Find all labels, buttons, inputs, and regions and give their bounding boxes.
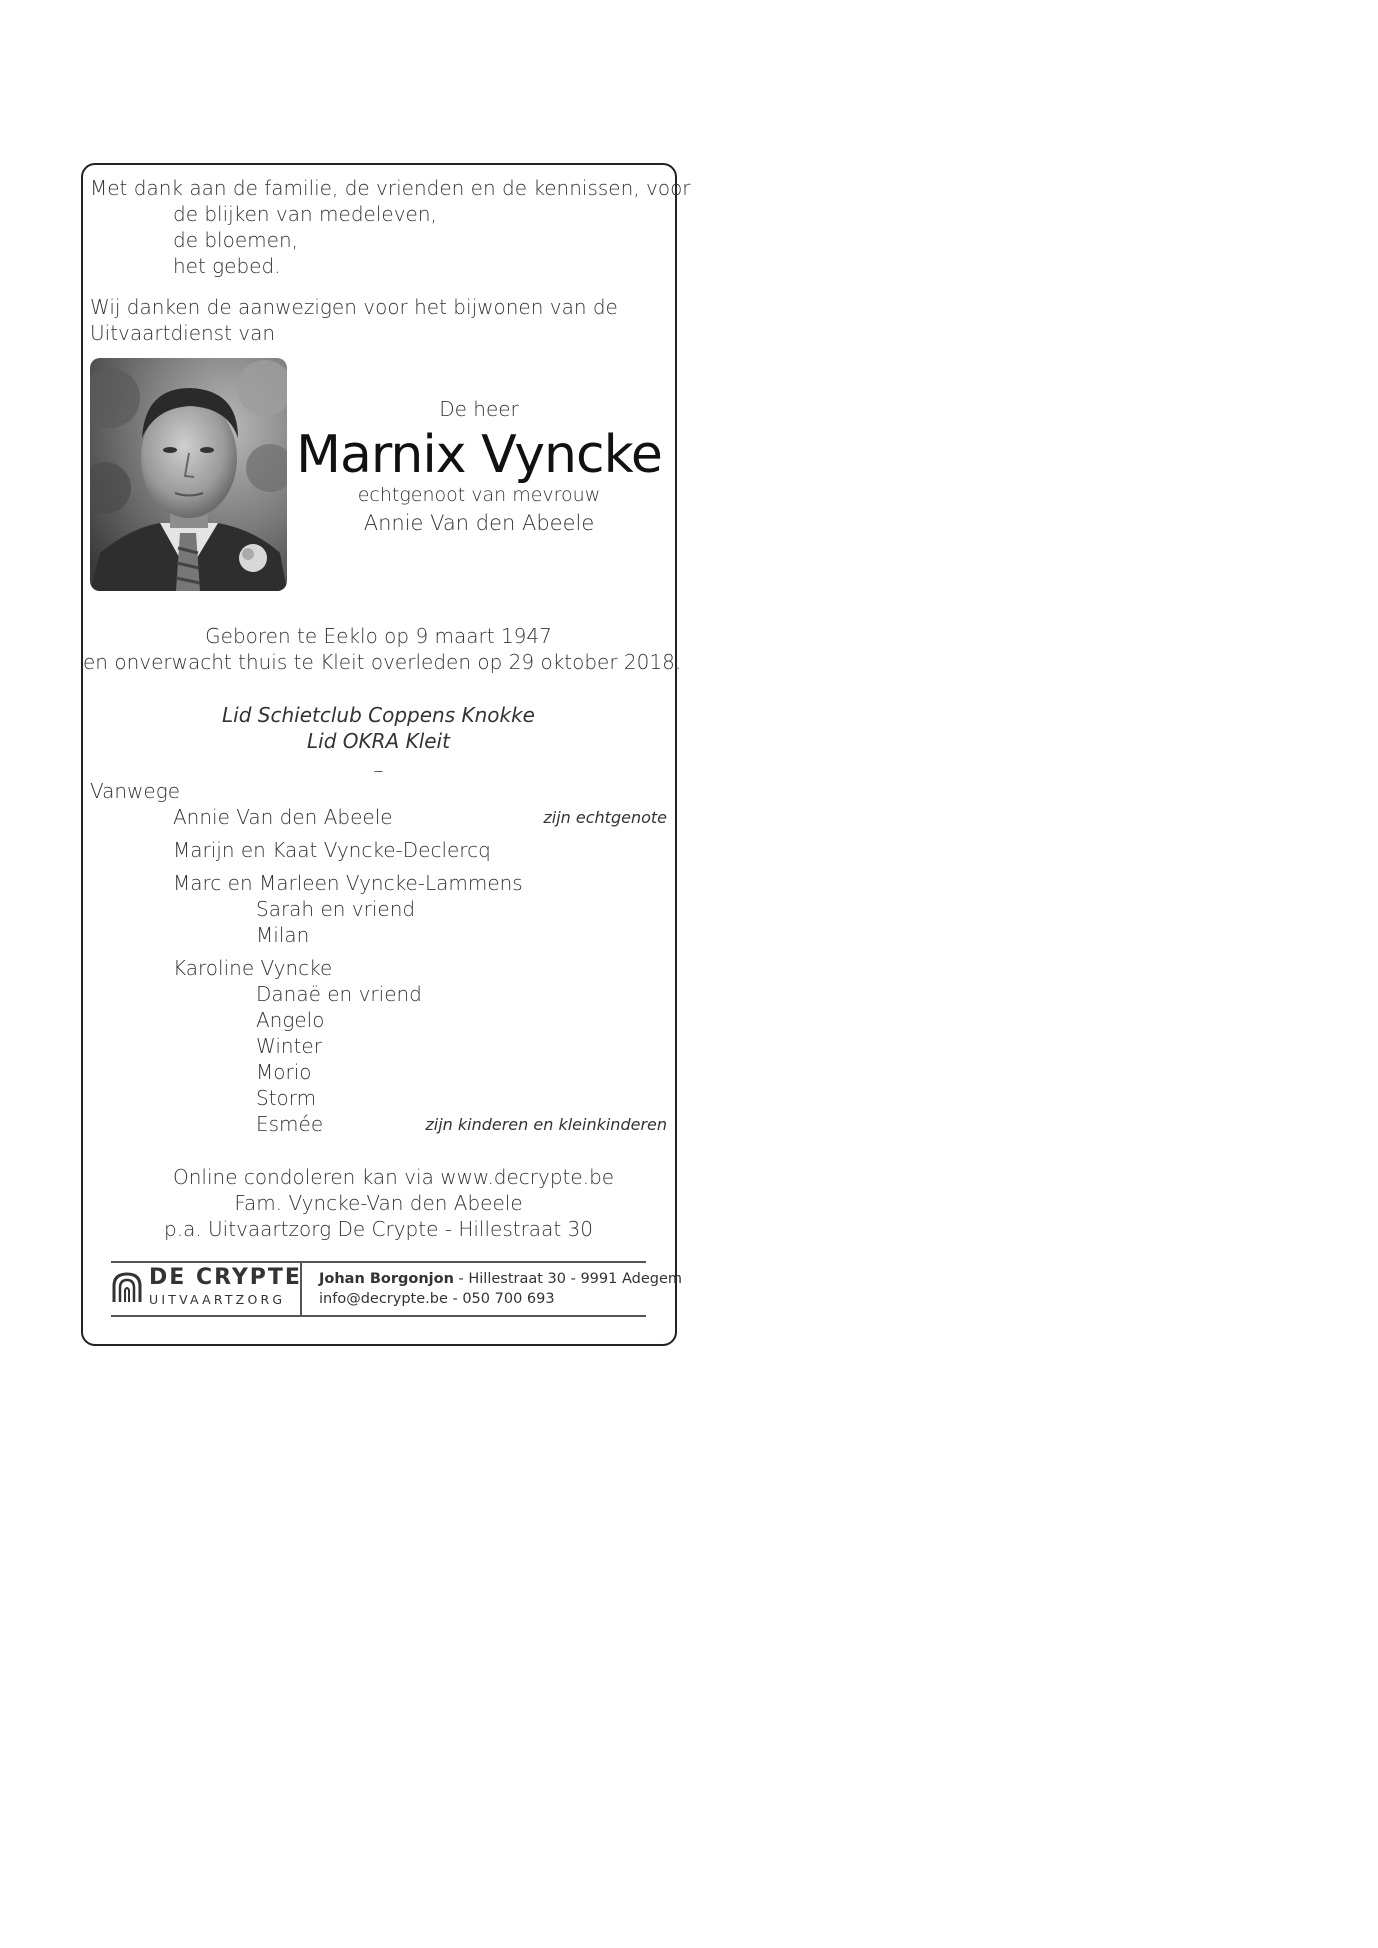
logo-title: DE CRYPTE [149,1265,302,1290]
footer-bottom-rule [111,1315,646,1317]
family-member: Marc en Marleen Vyncke-Lammens [173,871,523,895]
family-note: zijn echtgenote [543,808,667,827]
family-member: Karoline Vyncke [173,956,333,980]
deceased-name: Marnix Vyncke [296,425,662,485]
grandchild: Danaë en vriend [256,982,422,1006]
portrait-photo [90,358,287,591]
family-heading: Vanwege [90,779,181,803]
family-note: zijn kinderen en kleinkinderen [425,1115,667,1134]
birth-line: Geboren te Eeklo op 9 maart 1947 [205,624,552,648]
membership: Lid OKRA Kleit [307,729,450,753]
membership: Lid Schietclub Coppens Knokke [222,703,535,727]
intro-line: Met dank aan de familie, de vrienden en de kennissen, voor [90,176,691,200]
grandchild: Storm [256,1086,317,1110]
grandchild: Angelo [256,1008,325,1032]
logo-subtitle: UITVAARTZORG [149,1292,286,1307]
separator: – [373,758,384,782]
grandchild: Milan [256,923,310,947]
family-signature: Fam. Vyncke-Van den Abeele [234,1191,523,1215]
obituary-card [81,163,691,1346]
thanks-line: Wij danken de aanwezigen voor het bijwonen van de [90,295,618,319]
intro-item: het gebed. [173,254,281,278]
contact-line-1 [319,1269,682,1289]
online-condolence: Online condoleren kan via www.decrypte.be [173,1165,615,1189]
contact-address: - Hillestraat 30 - 9991 Adegem [453,1271,682,1287]
death-line: en onverwacht thuis te Kleit overleden op 29 oktober 2018. [83,650,682,674]
grandchild: Morio [256,1060,312,1084]
salutation: De heer [439,397,519,421]
contact-name: Johan Borgonjon [319,1271,454,1287]
grandchild: Winter [256,1034,322,1058]
spouse-name: Annie Van den Abeele [363,511,595,535]
crypte-logo-icon [112,1272,142,1306]
family-member: Marijn en Kaat Vyncke-Declercq [173,838,491,862]
grandchild: Esmée [256,1112,324,1136]
spouse-label: echtgenoot van mevrouw [357,484,601,506]
family-member: Annie Van den Abeele [173,805,393,829]
thanks-line: Uitvaartdienst van [90,321,276,345]
postal-address: p.a. Uitvaartzorg De Crypte - Hillestraat 30 [164,1217,593,1241]
grandchild: Sarah en vriend [256,897,416,921]
footer-top-rule [111,1261,646,1263]
intro-item: de bloemen, [173,228,298,252]
contact-line-2: info@decrypte.be - 050 700 693 [319,1291,555,1307]
intro-item: de blijken van medeleven, [173,202,437,226]
portrait-image [90,358,287,591]
